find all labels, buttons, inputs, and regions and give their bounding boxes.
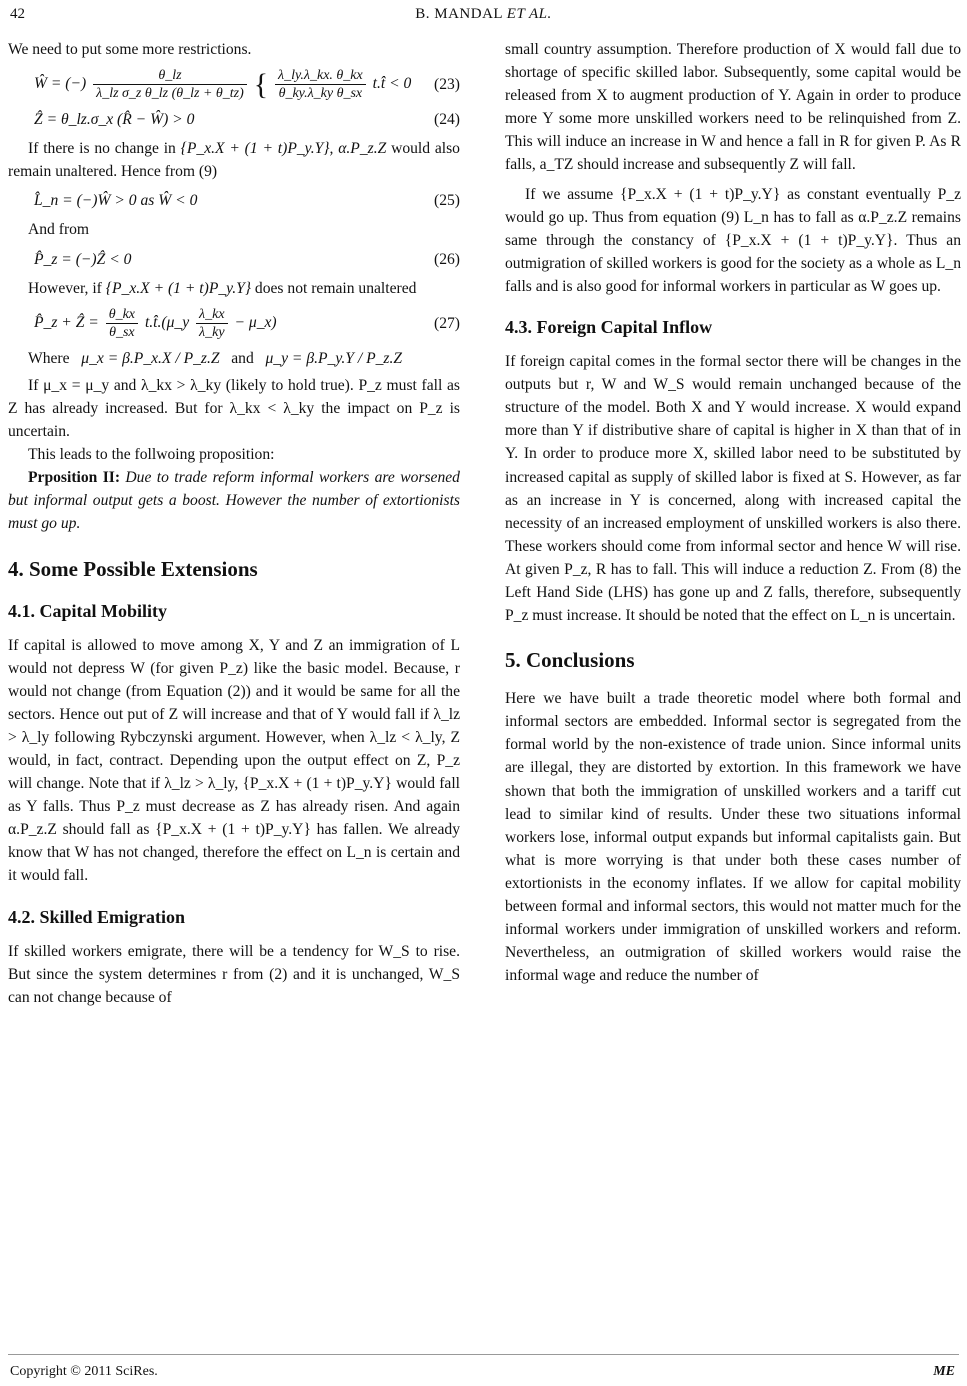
right-column [505,38,961,987]
equation-23 [8,67,460,102]
section-heading: 4. Some Possible Extensions [8,556,258,581]
equation-26 [8,248,460,271]
paragraph: If skilled workers emigrate, there will be a tendency for W_S to rise. But since the system determines r from (2) and it is unchanged, W_S can not change because of [8,942,460,1006]
eq27-f2-den: λ_ky [199,324,225,340]
eq23-fraction-2 [275,67,366,102]
equation-number: (24) [434,111,460,129]
equation-number: (27) [434,314,460,332]
proposition [8,466,460,535]
eq26-expression: P̂_z = (−)Ẑ < 0 [34,250,132,268]
paragraph: If capital is allowed to move among X, Y and Z an immigration of L would not depress W (for given P_z) like the basic model. Because, r would not change (from Equation (2)) and it would be same for all the sectors. Hence out put of Z will increase and that of Y would fall if λ_lz > λ_ly following Rybczynski argument. However, when λ_lz < λ_ly, Z would, in fact, contract. Depending upon the output effect on Z, P_z will change. Note that if λ_lz > λ_ly, {P_x.X + (1 + t)P_y.Y} would fall as Y falls. Thus P_z must decrease as Z has already risen. And again α.P_z.Z should fall as {P_x.X + (1 + t)P_y.Y} has fallen. We already know that W has not changed, therefore the effect on L_n is certain and it would fall. [8,636,460,885]
paragraph [8,277,460,300]
eq27-end: − μ_x) [234,313,277,331]
eq27-f2-num: λ_kx [196,306,228,324]
eq23-f2-den: θ_ky.λ_ky θ_sx [278,86,363,102]
eq25-expression: L̂_n = (−)Ŵ > 0 as Ŵ < 0 [34,192,198,210]
eq23-f2-num: λ_ly.λ_kx. θ_kx [275,67,366,85]
running-head [0,6,967,23]
equation-number: (25) [434,192,460,210]
proposition-text: Due to trade reform informal workers are worsened but informal output gets a boost. However the number of extortionists must go up. [8,469,460,533]
footer-divider [8,1354,959,1355]
mu-x-definition: μ_x = β.P_x.X / P_z.Z [81,349,220,367]
subsection-heading: 4.2. Skilled Emigration [8,906,186,927]
left-brace: { [253,68,269,102]
p2-math: {P_x.X + (1 + t)P_y.Y}, α.P_z.Z [180,140,387,158]
definition-line [8,347,460,370]
running-head-etal: ET AL. [506,6,552,22]
section-heading: 5. Conclusions [505,648,635,673]
eq27-fraction-2 [196,306,228,341]
equation-24 [8,108,460,131]
p4-text-a: However, if [28,279,102,297]
paragraph: This leads to the follwoing proposition: [28,446,275,464]
eq23-tail: t.t̂ < 0 [372,75,412,93]
paragraph: If μ_x = μ_y and λ_kx > λ_ky (likely to hold true). P_z must fall as Z has already increased. But for λ_kx < λ_ky the impact on P_z is uncertain. [8,376,460,441]
eq23-lhs: Ŵ = (−) [34,75,87,93]
p4-math: {P_x.X + (1 + t)P_y.Y} [105,279,252,297]
running-head-authors: B. MANDAL [415,6,503,22]
eq27-f1-den: θ_sx [109,324,135,340]
page-number: 42 [10,6,25,22]
eq27-f1-num: θ_kx [106,306,138,324]
eq27-fraction-1 [106,306,138,341]
paragraph: Here we have built a trade theoretic model where both formal and informal sectors are embedded. Informal sector is segregated from the formal world by the non-existence of trade union. Since informal units are illegal, they are distorted by extortion. In this framework we have shown that both the immigration of unskilled workers and a tariff cut lead to similar kind of results. Under these two situations informal workers lose, informal output expands but informal capitalists gain. But what is more worrying is that under both these cases number of extortionists in the economy inflates. If we allow for capital mobility between formal and informal sectors, this would not matter much for the informal workers under immigration of unskilled workers and reform. Nevertheless, an outmigration of skilled workers would raise the informal wage and reduce the number of [505,690,961,985]
p2-text-b: would also remain unaltered. Hence from (9) [8,140,460,181]
p4-text-b: does not remain unaltered [254,279,417,297]
eq23-f1-den: λ_lz σ_z θ_lz (θ_lz + θ_tz) [96,86,244,102]
paragraph: small country assumption. Therefore production of X would fall due to shortage of specific skilled labor. Subsequently, some capital would be released from X to augment production of Y. Again in order to produce more Y some more unskilled workers need to be relinquished from Z. This will induce an increase in W and hence a fall in R for given P. As R falls, a_TZ should increase and subsequently Z will fall. [505,41,961,174]
equation-number: (23) [434,76,460,94]
where-word: Where [28,349,70,367]
paragraph: And from [28,221,90,239]
eq27-mid: t.t̂.(μ_y [144,313,190,331]
paragraph: We need to put some more restrictions. [8,41,252,58]
mu-y-definition: μ_y = β.P_y.Y / P_z.Z [265,349,403,367]
subsection-heading: 4.1. Capital Mobility [8,600,168,621]
equation-number: (26) [434,250,460,268]
eq23-fraction-1 [93,67,247,102]
eq23-f1-num: θ_lz [93,67,247,85]
eq24-expression: Ẑ = θ_lz.σ_x (R̂ − Ŵ) > 0 [34,111,195,129]
equation-27 [8,306,460,341]
eq27-lhs: P̂_z + Ẑ = [34,313,99,331]
paragraph: If foreign capital comes in the formal sector there will be changes in the outputs but r, W and W_S would remain unchanged because of the structure of the model. Both X and Y would increase. X would expand more than Y if distributive share of capital is higher in X than that of in Y. In order to produce more X, skilled labor need to be substituted by increased capital as supply of skilled labor is fixed at S. However, as far as an increase in Y is concerned, along with increased capital the necessity of an increased employment of unskilled workers is also there. These workers should come from informal sector and hence W will rise. At given P_z, R has to fall. This will induce a reduction Z. From (8) the Left Hand Side (LHS) has gone up and Z falls, therefore, subsequently P_z must increase. It should be noted that the effect on L_n is uncertain. [505,353,961,625]
proposition-label: Prposition II: [28,469,121,487]
footer-copyright: Copyright © 2011 SciRes. [10,1364,158,1379]
and-word: and [231,349,254,367]
subsection-heading: 4.3. Foreign Capital Inflow [505,317,713,338]
p2-text-a: If there is no change in [28,140,176,158]
footer-journal: ME [933,1364,955,1379]
paragraph: If we assume {P_x.X + (1 + t)P_y.Y} as constant eventually P_z would go up. Thus from equation (9) L_n has to fall as α.P_z.Z remains same through the constancy of {P_x.X + (1 + t)P_y.Y}. Thus an outmigration of skilled workers is good for the society as a whole as L_n falls and is also good for informal workers in particular as W goes up. [505,185,961,295]
equation-25 [8,189,460,212]
left-column [8,38,460,1009]
paragraph [8,137,460,183]
